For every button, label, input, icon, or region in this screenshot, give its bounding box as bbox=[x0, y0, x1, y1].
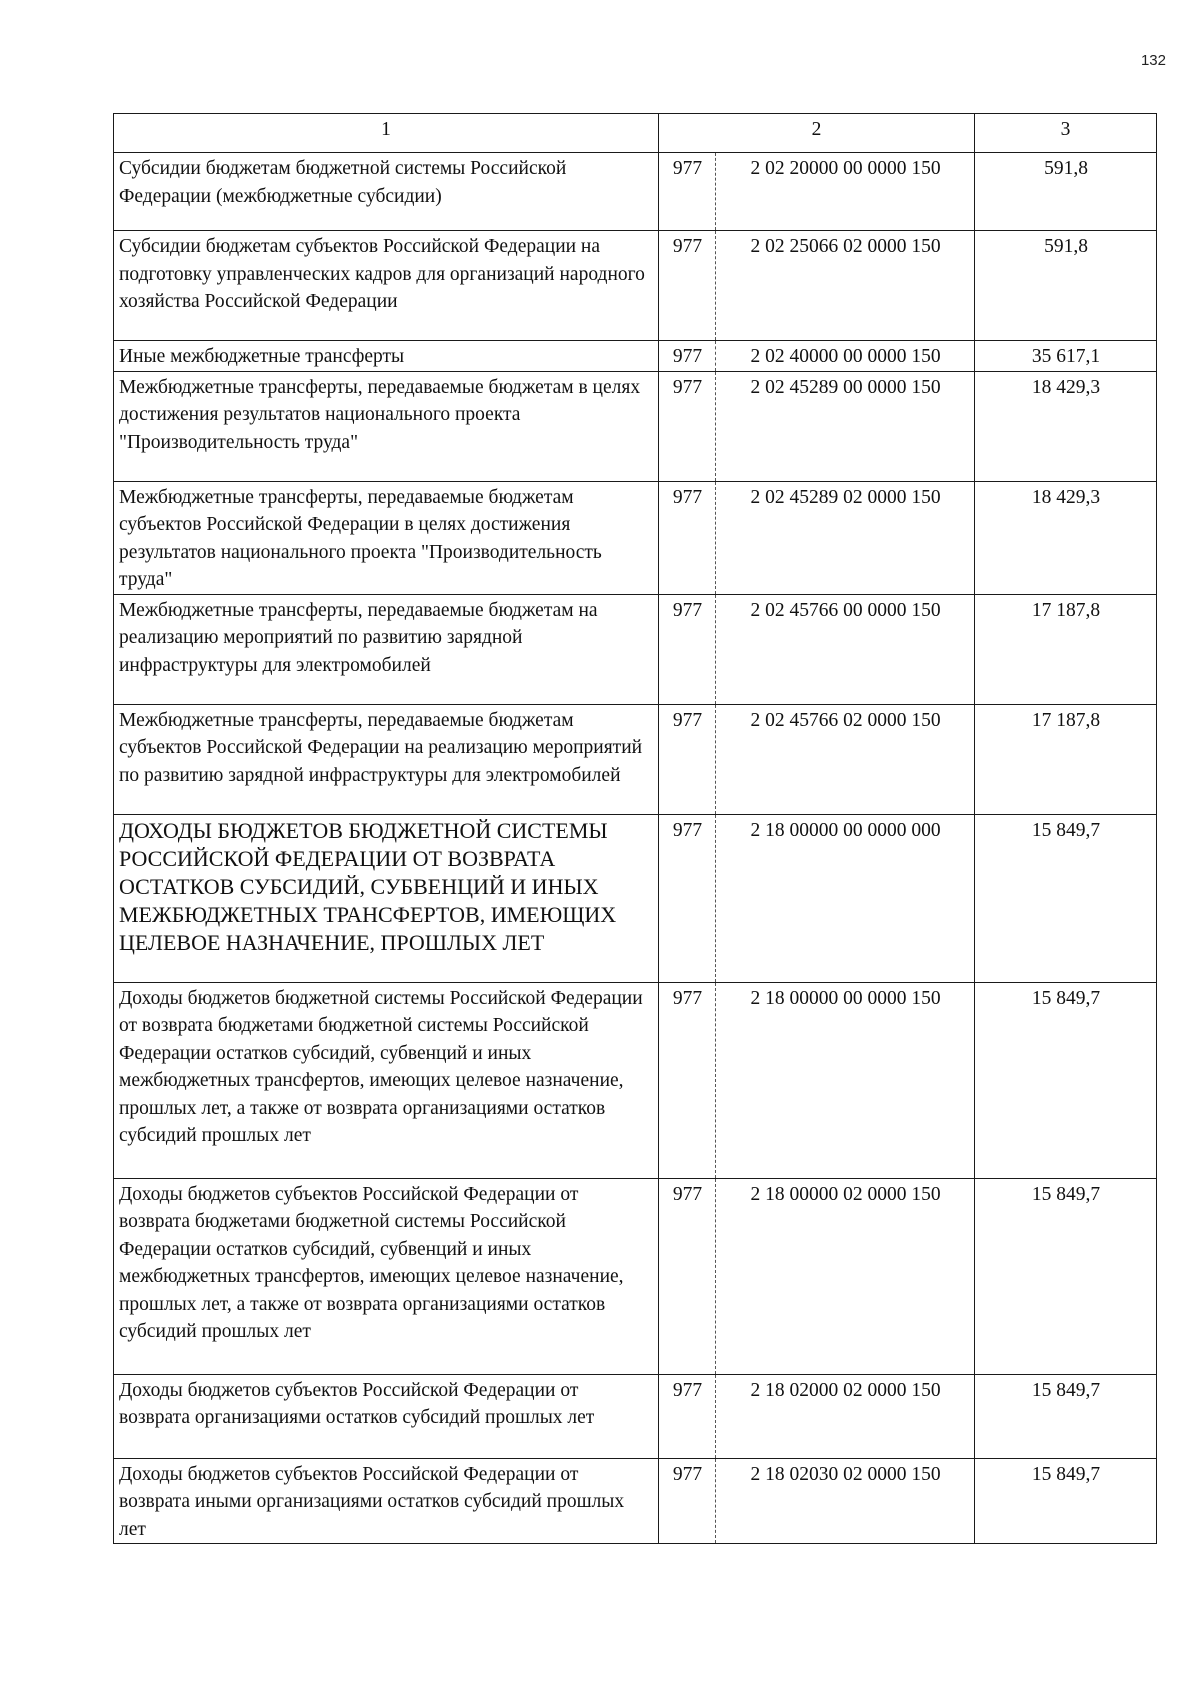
row-name: ДОХОДЫ БЮДЖЕТОВ БЮДЖЕТНОЙ СИСТЕМЫ РОССИЙСКОЙ ФЕДЕРАЦИИ ОТ ВОЗВРАТА ОСТАТКОВ СУБСИДИЙ, СУБВЕНЦИЙ И ИНЫХ МЕЖБЮДЖЕТНЫХ ТРАНСФЕРТОВ, ИМЕЮЩИХ ЦЕЛЕВОЕ НАЗНАЧЕНИЕ, ПРОШЛЫХ ЛЕТ bbox=[114, 814, 659, 982]
table-row bbox=[114, 481, 1157, 594]
row-sum: 15 849,7 bbox=[975, 1178, 1157, 1374]
row-name: Межбюджетные трансферты, передаваемые бюджетам на реализацию мероприятий по развитию зарядной инфраструктуры для электромобилей bbox=[114, 594, 659, 704]
row-name: Межбюджетные трансферты, передаваемые бюджетам субъектов Российской Федерации в целях достижения результатов национального проекта "Производительность труда" bbox=[114, 481, 659, 594]
row-admin-code: 977 bbox=[659, 1374, 716, 1458]
row-admin-code: 977 bbox=[659, 481, 716, 594]
row-budget-code: 2 02 40000 00 0000 150 bbox=[716, 341, 975, 372]
row-sum: 17 187,8 bbox=[975, 704, 1157, 814]
page-number: 132 bbox=[1140, 52, 1166, 69]
row-admin-code: 977 bbox=[659, 153, 716, 231]
table-row bbox=[114, 231, 1157, 341]
table-row bbox=[114, 371, 1157, 481]
row-budget-code: 2 02 45289 02 0000 150 bbox=[716, 481, 975, 594]
budget-revenue-table bbox=[113, 113, 1157, 1544]
table-row bbox=[114, 1458, 1157, 1544]
row-budget-code: 2 18 00000 00 0000 000 bbox=[716, 814, 975, 982]
row-budget-code: 2 18 02030 02 0000 150 bbox=[716, 1458, 975, 1544]
table-row bbox=[114, 153, 1157, 231]
row-budget-code: 2 02 25066 02 0000 150 bbox=[716, 231, 975, 341]
row-admin-code: 977 bbox=[659, 1458, 716, 1544]
row-name: Доходы бюджетов субъектов Российской Федерации от возврата организациями остатков субсидий прошлых лет bbox=[114, 1374, 659, 1458]
row-sum: 15 849,7 bbox=[975, 1374, 1157, 1458]
row-admin-code: 977 bbox=[659, 371, 716, 481]
row-sum: 15 849,7 bbox=[975, 1458, 1157, 1544]
table-row bbox=[114, 704, 1157, 814]
table-header-row bbox=[114, 114, 1157, 153]
row-name: Иные межбюджетные трансферты bbox=[114, 341, 659, 372]
row-admin-code: 977 bbox=[659, 814, 716, 982]
row-admin-code: 977 bbox=[659, 341, 716, 372]
table-row bbox=[114, 594, 1157, 704]
row-name: Доходы бюджетов субъектов Российской Федерации от возврата иными организациями остатков субсидий прошлых лет bbox=[114, 1458, 659, 1544]
row-name: Межбюджетные трансферты, передаваемые бюджетам в целях достижения результатов национального проекта "Производительность труда" bbox=[114, 371, 659, 481]
row-sum: 15 849,7 bbox=[975, 982, 1157, 1178]
row-budget-code: 2 02 45289 00 0000 150 bbox=[716, 371, 975, 481]
table-row bbox=[114, 1178, 1157, 1374]
row-name: Доходы бюджетов субъектов Российской Федерации от возврата бюджетами бюджетной системы Российской Федерации остатков субсидий, субвенций и иных межбюджетных трансфертов, имеющих целевое назначение, прошлых лет, а также от возврата организациями остатков субсидий прошлых лет bbox=[114, 1178, 659, 1374]
row-admin-code: 977 bbox=[659, 982, 716, 1178]
row-budget-code: 2 18 00000 00 0000 150 bbox=[716, 982, 975, 1178]
row-budget-code: 2 18 02000 02 0000 150 bbox=[716, 1374, 975, 1458]
row-sum: 18 429,3 bbox=[975, 371, 1157, 481]
table-row bbox=[114, 341, 1157, 372]
table-row bbox=[114, 1374, 1157, 1458]
row-sum: 35 617,1 bbox=[975, 341, 1157, 372]
row-sum: 591,8 bbox=[975, 153, 1157, 231]
row-name: Доходы бюджетов бюджетной системы Российской Федерации от возврата бюджетами бюджетной системы Российской Федерации остатков субсидий, субвенций и иных межбюджетных трансфертов, имеющих целевое назначение, прошлых лет, а также от возврата организациями остатков субсидий прошлых лет bbox=[114, 982, 659, 1178]
row-sum: 17 187,8 bbox=[975, 594, 1157, 704]
column-header-1: 1 bbox=[114, 114, 659, 153]
row-sum: 591,8 bbox=[975, 231, 1157, 341]
row-name: Субсидии бюджетам бюджетной системы Российской Федерации (межбюджетные субсидии) bbox=[114, 153, 659, 231]
row-sum: 15 849,7 bbox=[975, 814, 1157, 982]
row-admin-code: 977 bbox=[659, 231, 716, 341]
row-budget-code: 2 02 45766 00 0000 150 bbox=[716, 594, 975, 704]
row-budget-code: 2 02 20000 00 0000 150 bbox=[716, 153, 975, 231]
row-sum: 18 429,3 bbox=[975, 481, 1157, 594]
row-name: Субсидии бюджетам субъектов Российской Федерации на подготовку управленческих кадров для организаций народного хозяйства Российской Федерации bbox=[114, 231, 659, 341]
row-admin-code: 977 bbox=[659, 1178, 716, 1374]
row-budget-code: 2 02 45766 02 0000 150 bbox=[716, 704, 975, 814]
row-budget-code: 2 18 00000 02 0000 150 bbox=[716, 1178, 975, 1374]
row-admin-code: 977 bbox=[659, 704, 716, 814]
row-admin-code: 977 bbox=[659, 594, 716, 704]
column-header-3: 3 bbox=[975, 114, 1157, 153]
table-row bbox=[114, 814, 1157, 982]
column-header-2: 2 bbox=[659, 114, 975, 153]
budget-table-container bbox=[113, 113, 1156, 1544]
table-row bbox=[114, 982, 1157, 1178]
row-name: Межбюджетные трансферты, передаваемые бюджетам субъектов Российской Федерации на реализацию мероприятий по развитию зарядной инфраструктуры для электромобилей bbox=[114, 704, 659, 814]
